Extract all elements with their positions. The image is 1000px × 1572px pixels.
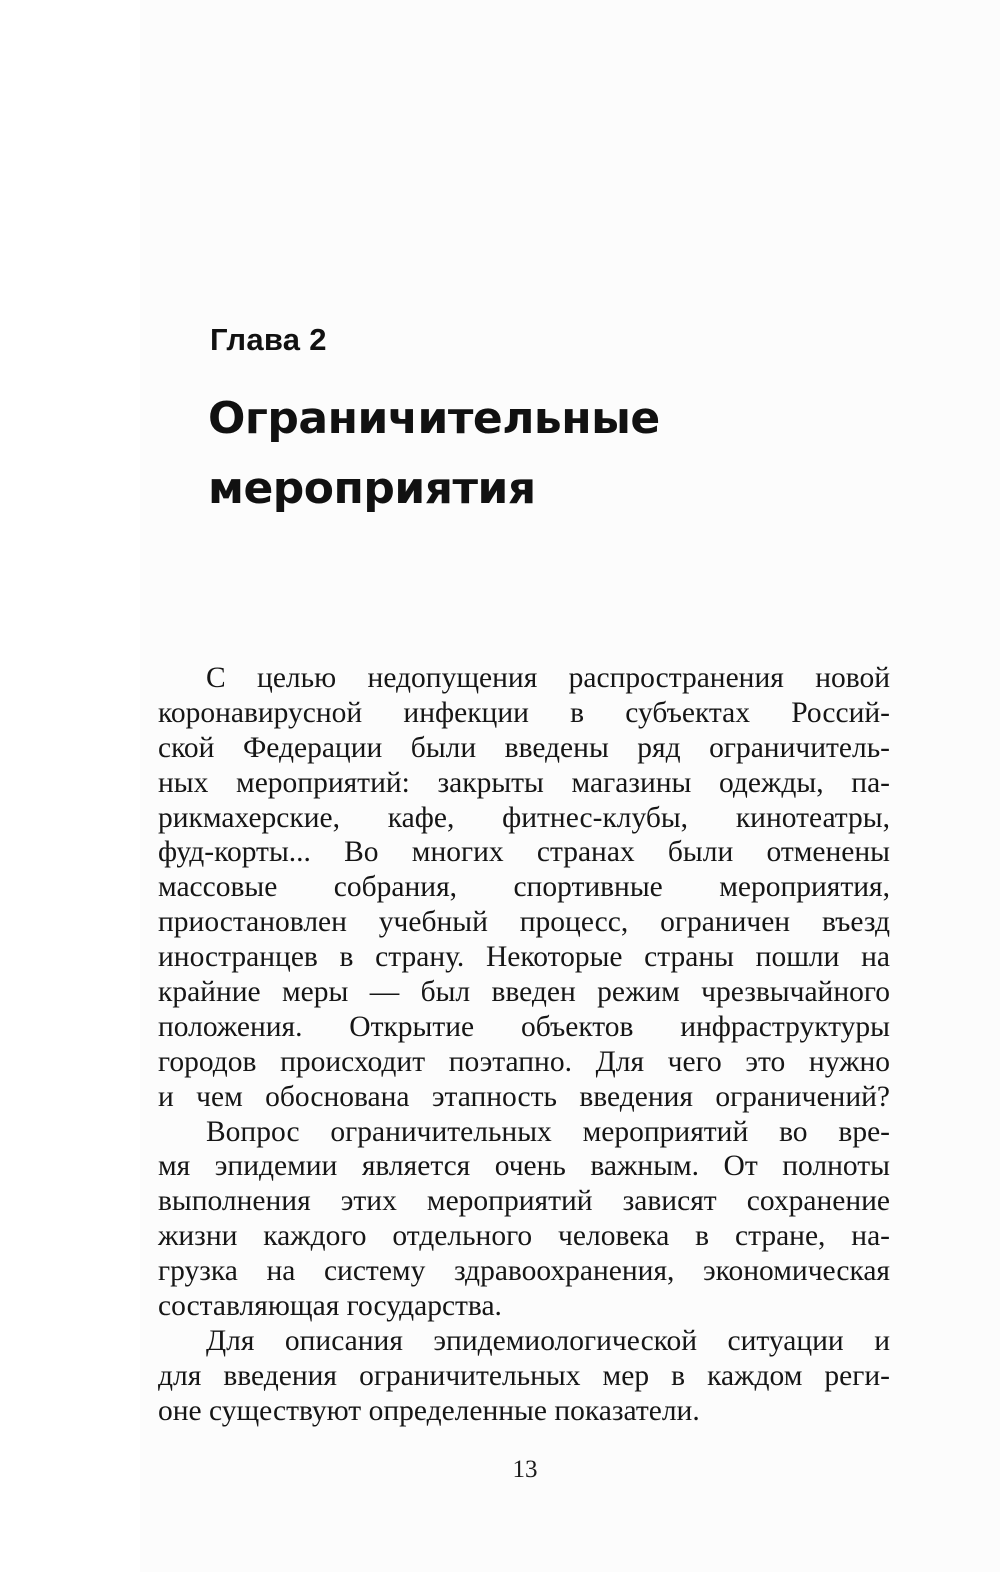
text-line: положения. Открытие объектов инфраструктуры	[158, 1010, 890, 1043]
text-line: оне существуют определенные показатели.	[158, 1394, 700, 1427]
text-line: ных мероприятий: закрыты магазины одежды, па-	[158, 766, 890, 799]
text-line: крайние меры — был введен режим чрезвычайного	[158, 976, 890, 1009]
chapter-title	[208, 384, 908, 524]
page-number: 13	[512, 1456, 538, 1483]
text-line: выполнения этих мероприятий зависят сохранение	[158, 1185, 890, 1218]
text-line: приостановлен учебный процесс, ограничен въезд	[158, 906, 890, 939]
body-text	[158, 661, 890, 1429]
chapter-label: Глава 2	[210, 322, 327, 357]
text-line: мя эпидемии является очень важным. От полноты	[158, 1150, 890, 1183]
text-line: С целью недопущения распространения новой	[206, 662, 890, 694]
text-line: и чем обоснована этапность введения ограничений?	[158, 1080, 890, 1113]
text-line: для введения ограничительных мер в каждом реги-	[158, 1359, 890, 1392]
text-line: иностранцев в страну. Некоторые страны пошли на	[158, 941, 890, 974]
text-line: рикмахерские, кафе, фитнес-клубы, кинотеатры,	[158, 801, 890, 834]
text-line: коронавирусной инфекции в субъектах Россий-	[158, 696, 890, 729]
text-line: Для описания эпидемиологической ситуации и	[206, 1324, 890, 1357]
text-line: грузка на систему здравоохранения, экономическая	[158, 1255, 890, 1288]
text-line: массовые собрания, спортивные мероприятия,	[158, 871, 890, 904]
text-line: Вопрос ограничительных мероприятий во вре-	[206, 1115, 890, 1148]
text-line: фуд-корты... Во многих странах были отменены	[158, 836, 890, 869]
chapter-title-line: Ограничительные	[208, 393, 660, 444]
text-line: составляющая государства.	[158, 1290, 502, 1323]
text-line: городов происходит поэтапно. Для чего это нужно	[158, 1045, 890, 1078]
chapter-title-line: мероприятия	[208, 463, 536, 514]
text-line: жизни каждого отдельного человека в стране, на-	[158, 1220, 890, 1253]
text-line: ской Федерации были введены ряд ограничитель-	[158, 731, 890, 764]
